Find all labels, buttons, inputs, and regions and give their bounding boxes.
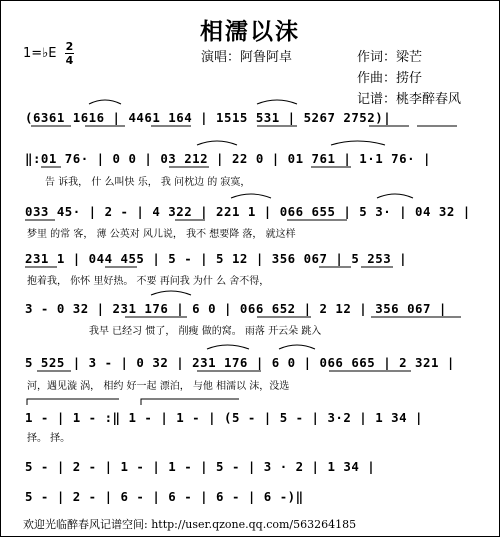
notation-row-2: 033 45· | 2 - | 4 322 | 221 1 | 066 655 | 5 3· | 04 32 |	[25, 204, 471, 219]
notation-row-4: 3 - 0 32 | 231 176 | 6 0 | 066 652 | 2 12 | 356 067 |	[25, 301, 447, 316]
volta-bracket-second	[141, 399, 239, 405]
lyrics-row-4: 我早 已经习 惯了， 削瘦 做的窝。 雨落 开云朵 跳入	[89, 326, 322, 337]
notation-row-5: 5 525 | 3 - | 0 32 | 231 176 | 6 0 | 066 665 | 2 321 |	[25, 355, 455, 370]
lyrics-row-6: 择。 择。	[27, 433, 71, 444]
time-signature-top: 2	[65, 40, 74, 53]
notation-row-7: 5 - | 2 - | 1 - | 1 - | 5 - | 3 · 2 | 1 34 |	[25, 459, 376, 474]
tie-arc	[89, 100, 121, 104]
tie-arc	[151, 291, 191, 295]
tie-arc	[197, 141, 237, 145]
lyricist-credit: 作词：梁芒	[357, 50, 423, 65]
tie-arc	[231, 194, 271, 198]
transcriber-credit: 记谱：桃李醉春风	[357, 92, 462, 107]
tie-arc	[377, 194, 413, 198]
composer-credit: 作曲：捞仔	[357, 71, 423, 86]
tie-arc	[207, 345, 249, 349]
lyrics-row-2: 梦里 的常 客， 薄 公英对 风儿说， 我不 想要降 落， 就这样	[27, 229, 296, 240]
key-signature: 1=♭E	[23, 46, 57, 61]
notation-row-1: ‖:01 76· | 0 0 | 03 212 | 22 0 | 01 761 | 1·1 76· |	[25, 151, 431, 166]
tie-arc	[279, 345, 315, 349]
notation-marks	[1, 1, 499, 536]
lyrics-row-5: 河，遇见漩 涡， 相约 好一起 漂泊， 与他 相濡以 沫，没选	[27, 381, 290, 392]
footer-note: 欢迎光临醉春风记谱空间: http://user.qzone.qq.com/563264185	[23, 518, 357, 531]
tie-arc	[331, 141, 385, 145]
notation-row-intro: (6361 1616 | 4461 164 | 1515 531 | 5267 2752)|	[25, 110, 392, 125]
volta-bracket-first	[27, 399, 119, 405]
time-signature-bottom: 4	[65, 54, 74, 67]
song-title: 相濡以沫	[200, 18, 300, 45]
lyrics-row-1: 告 诉我， 什 么叫快 乐， 我 问枕边 的 寂寞，	[45, 177, 251, 188]
notation-row-8: 5 - | 2 - | 6 - | 6 - | 6 - | 6 -)‖	[25, 489, 304, 504]
lyrics-row-3: 抱着我， 你怀 里好热。 不要 再问我 为什 么 舍不得，	[27, 276, 270, 287]
notation-row-6: 1 - | 1 - :‖ 1 - | 1 - | (5 - | 5 - | 3·2 | 1 34 |	[25, 410, 423, 425]
singer-credit: 演唱：阿鲁阿卓	[201, 50, 293, 65]
tie-arc	[257, 100, 297, 104]
notation-row-3: 231 1 | 044 455 | 5 - | 5 12 | 356 067 | 5 253 |	[25, 251, 408, 266]
